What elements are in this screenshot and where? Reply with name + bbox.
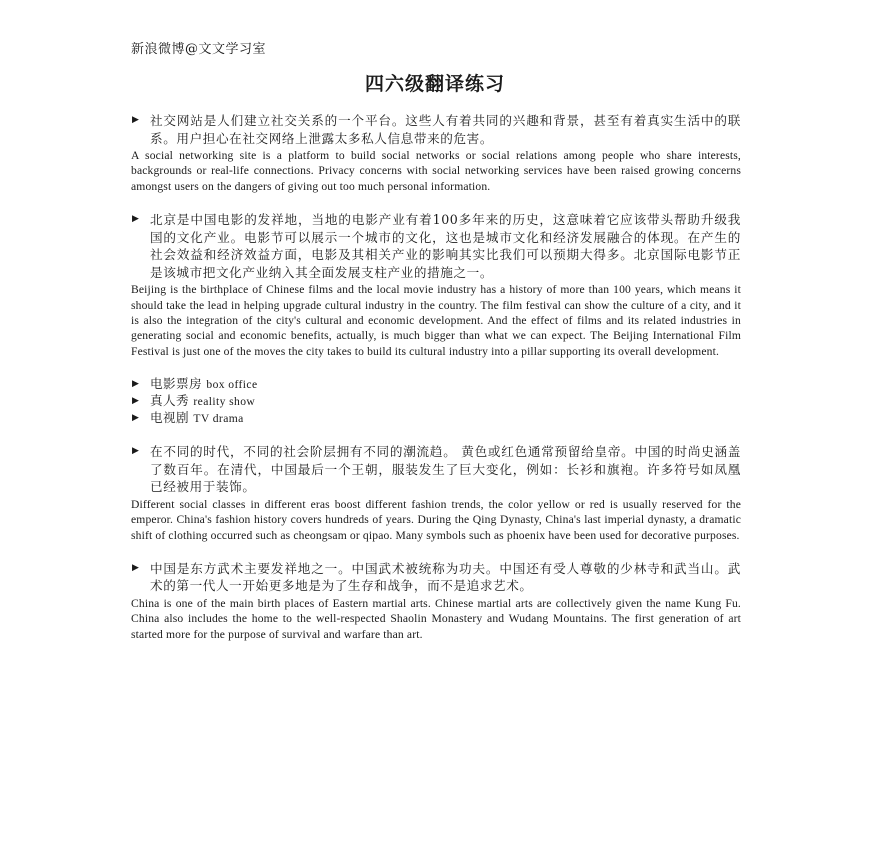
vocabulary-chinese: 电影票房 bbox=[150, 376, 202, 392]
passage-chinese-content: 社交网站是人们建立社交关系的一个平台。这些人有着共同的兴趣和背景，甚至有着真实生活中的联系。用户担心在社交网络上泄露太多私人信息带来的危害。 bbox=[150, 113, 741, 146]
page-title: 四六级翻译练习 bbox=[364, 73, 505, 95]
document-body bbox=[131, 112, 741, 659]
bullet-arrow-icon: ▶ bbox=[132, 214, 140, 225]
passage-english-translation: China is one of the main birth places of Eastern martial arts. Chinese martial arts are collectively given the name Kung Fu. China also includes the home to the well-respected Shaolin Monastery and Wudang Mountains. The first generation of art started more for the purpose of survival and warfare than art. bbox=[131, 596, 741, 641]
passage-chinese-content: 北京是中国电影的发祥地，当地的电影产业有着100多年来的历史，这意味着它应该带头帮助升级我国的文化产业。电影节可以展示一个城市的文化，这也是城市文化和经济发展融合的体现。在产生的社会效益和经济效益方面，电影及其相关产业的影响其实比我们可以预期大得多。北京国际电影节正是该城市把文化产业纳入其全面发展支柱产业的措施之一。 bbox=[150, 212, 741, 280]
bullet-arrow-icon: ▶ bbox=[132, 379, 140, 390]
vocabulary-chinese: 真人秀 bbox=[150, 393, 189, 409]
vocabulary-chinese: 电视剧 bbox=[150, 410, 189, 426]
vocabulary-item bbox=[131, 410, 741, 427]
vocabulary-english: reality show bbox=[193, 395, 256, 409]
passage-chinese-content: 中国是东方武术主要发祥地之一。中国武术被统称为功夫。中国还有受人尊敬的少林寺和武当山。武术的第一代人一开始更多地是为了生存和战争，而不是追求艺术。 bbox=[150, 560, 741, 594]
passage-chinese-content: 在不同的时代，不同的社会阶层拥有不同的潮流趋。 黄色或红色通常预留给皇帝。中国的时尚史涵盖了数百年。在清代，中国最后一个王朝，服装发生了巨大变化，例如：长衫和旗袍。许多符号如凤凰已经被用于装饰。 bbox=[150, 444, 741, 495]
passage-chinese-text bbox=[131, 211, 741, 281]
bullet-arrow-icon: ▶ bbox=[132, 115, 140, 125]
passage-english-translation: A social networking site is a platform to build social networks or social relations among people who share interests, backgrounds or real-life connections. Privacy concerns with social networking services have been raised growing concerns amongst users on the dangers of giving out too much personal information. bbox=[131, 149, 741, 193]
passage-chinese-fashion bbox=[131, 443, 741, 543]
vocabulary-item bbox=[131, 376, 741, 393]
weibo-watermark: 新浪微博@文文学习室 bbox=[131, 42, 267, 57]
vocabulary-english: TV drama bbox=[193, 412, 244, 426]
passage-chinese-text bbox=[131, 443, 741, 496]
passage-english-translation: Beijing is the birthplace of Chinese films and the local movie industry has a history of more than 100 years, which means it should take the lead in helping upgrade cultural industry in the country. The film festival can show the culture of a city, and it is also the integration of the city's cultural and economic development. And the effect of films and its related industries in generating social and economic benefits, actually, is much bigger than what we can expect. The Beijing International Film Festival is just one of the moves the city takes to build its cultural industry into a pillar supporting its overall development. bbox=[131, 283, 741, 358]
vocabulary-list bbox=[131, 376, 741, 427]
passage-martial-arts bbox=[131, 560, 741, 642]
passage-social-networking bbox=[131, 112, 741, 194]
passage-english-translation: Different social classes in different eras boost different fashion trends, the color yellow or red is usually reserved for the emperor. China's fashion history covers hundreds of years. During the Qing Dynasty, China's last imperial dynasty, a dramatic shift of clothing occurred such as cheongsam or qipao. Many symbols such as phoenix have been used for decorative purposes. bbox=[131, 497, 741, 542]
passage-chinese-text bbox=[131, 112, 741, 147]
bullet-arrow-icon: ▶ bbox=[132, 413, 140, 424]
bullet-arrow-icon: ▶ bbox=[132, 396, 140, 407]
bullet-arrow-icon: ▶ bbox=[132, 562, 140, 573]
vocabulary-english: box office bbox=[206, 378, 258, 392]
vocabulary-item bbox=[131, 393, 741, 410]
passage-chinese-text bbox=[131, 560, 741, 595]
bullet-arrow-icon: ▶ bbox=[132, 446, 140, 457]
passage-beijing-film bbox=[131, 211, 741, 359]
